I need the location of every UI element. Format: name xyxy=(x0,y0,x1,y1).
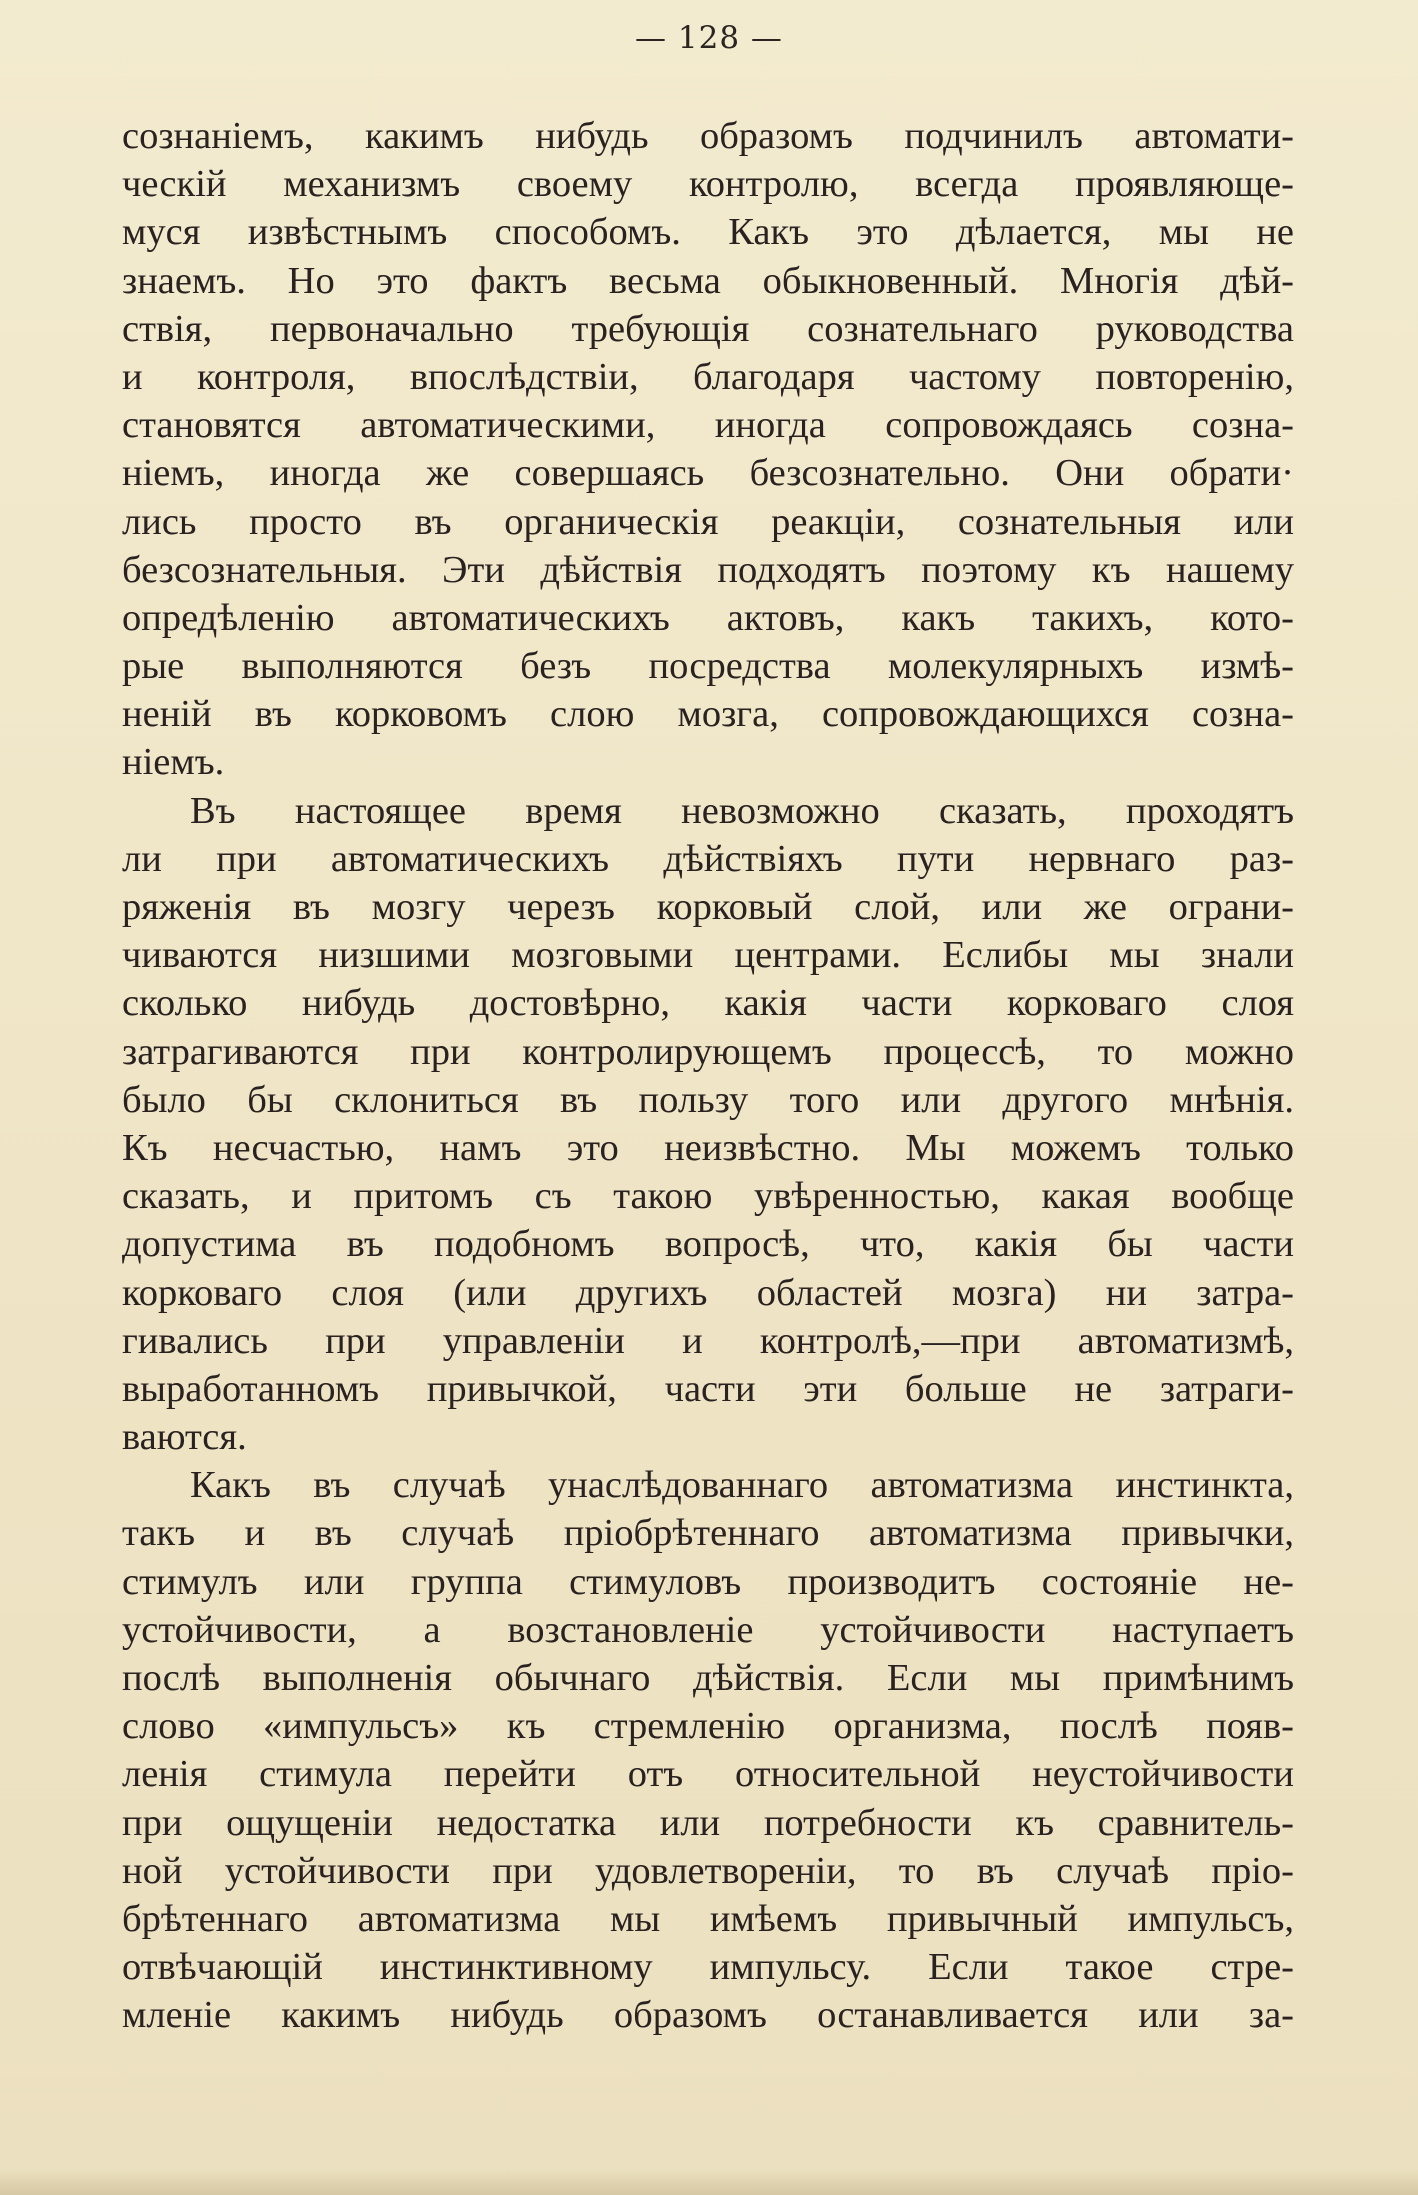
text-line: лись просто въ органическія реакціи, сознательныя или xyxy=(122,500,1294,543)
text-line: безсознательныя. Эти дѣйствія подходятъ поэтому къ нашему xyxy=(122,548,1294,591)
text-line: Какъ въ случаѣ унаслѣдованнаго автоматизма инстинкта, xyxy=(190,1464,1294,1507)
text-line: муся извѣстнымъ способомъ. Какъ это дѣлается, мы не xyxy=(122,211,1294,254)
text-line: выработанномъ привычкой, части эти больше не затраги- xyxy=(122,1367,1294,1410)
paragraph xyxy=(122,787,1294,1462)
text-line: ствія, первоначально требующія сознательнаго руководства xyxy=(122,307,1294,350)
text-line: рые выполняются безъ посредства молекулярныхъ измѣ- xyxy=(122,645,1294,688)
text-line: гивались при управленіи и контролѣ,—при автоматизмѣ, xyxy=(122,1319,1294,1362)
body-text xyxy=(122,112,1294,2040)
text-line: слово «импульсъ» къ стремленію организма, послѣ появ- xyxy=(122,1705,1294,1748)
text-line: допустима въ подобномъ вопросѣ, что, какія бы части xyxy=(122,1223,1294,1266)
text-line: опредѣленію автоматическихъ актовъ, какъ такихъ, кото- xyxy=(122,596,1294,639)
text-line: стимулъ или группа стимуловъ производитъ состояніе не- xyxy=(122,1560,1294,1603)
text-line: устойчивости, а возстановленіе устойчивости наступаетъ xyxy=(122,1608,1294,1651)
text-line: сказать, и притомъ съ такою увѣренностью, какая вообще xyxy=(122,1175,1294,1218)
text-line: такъ и въ случаѣ пріобрѣтеннаго автоматизма привычки, xyxy=(122,1512,1294,1555)
text-line: отвѣчающій инстинктивному импульсу. Если такое стре- xyxy=(122,1946,1294,1989)
text-line: ніемъ. xyxy=(122,741,225,784)
text-line: было бы склониться въ пользу того или другого мнѣнія. xyxy=(122,1078,1294,1121)
text-line: корковаго слоя (или другихъ областей мозга) ни затра- xyxy=(122,1271,1294,1314)
text-line: ческій механизмъ своему контролю, всегда проявляюще- xyxy=(122,163,1294,206)
text-line: сколько нибудь достовѣрно, какія части корковаго слоя xyxy=(122,982,1294,1025)
text-line: затрагиваются при контролирующемъ процессѣ, то можно xyxy=(122,1030,1294,1073)
text-line: Въ настоящее время невозможно сказать, проходятъ xyxy=(190,789,1294,832)
text-line: ніемъ, иногда же совершаясь безсознательно. Они обрати· xyxy=(122,452,1294,495)
paragraph xyxy=(122,112,1294,787)
text-line: чиваются низшими мозговыми центрами. Еслибы мы знали xyxy=(122,934,1294,977)
text-line: мленіе какимъ нибудь образомъ останавливается или за- xyxy=(122,1994,1294,2037)
text-line: при ощущеніи недостатка или потребности къ сравнитель- xyxy=(122,1801,1294,1844)
text-line: Къ несчастью, намъ это неизвѣстно. Мы можемъ только xyxy=(122,1126,1294,1169)
text-line: становятся автоматическими, иногда сопровождаясь созна- xyxy=(122,404,1294,447)
text-line: неній въ корковомъ слою мозга, сопровождающихся созна- xyxy=(122,693,1294,736)
text-line: ленія стимула перейти отъ относительной неустойчивости xyxy=(122,1753,1294,1796)
text-line: сознаніемъ, какимъ нибудь образомъ подчинилъ автомати- xyxy=(122,115,1294,157)
text-line: знаемъ. Но это фактъ весьма обыкновенный. Многія дѣй- xyxy=(122,259,1294,302)
text-line: брѣтеннаго автоматизма мы имѣемъ привычный импульсъ, xyxy=(122,1897,1294,1940)
text-line: ли при автоматическихъ дѣйствіяхъ пути нервнаго раз- xyxy=(122,837,1294,880)
text-line: ряженія въ мозгу черезъ корковый слой, или же ограни- xyxy=(122,886,1294,928)
text-line: послѣ выполненія обычнаго дѣйствія. Если мы примѣнимъ xyxy=(122,1657,1294,1699)
text-line: ной устойчивости при удовлетвореніи, то въ случаѣ пріо- xyxy=(122,1849,1294,1892)
text-line: ваются. xyxy=(122,1416,247,1459)
paragraph xyxy=(122,1461,1294,2039)
text-line: и контроля, впослѣдствіи, благодаря частому повторенію, xyxy=(122,355,1294,398)
page-bottom-edge xyxy=(0,2169,1418,2195)
page-number: — 128 — xyxy=(635,20,783,56)
